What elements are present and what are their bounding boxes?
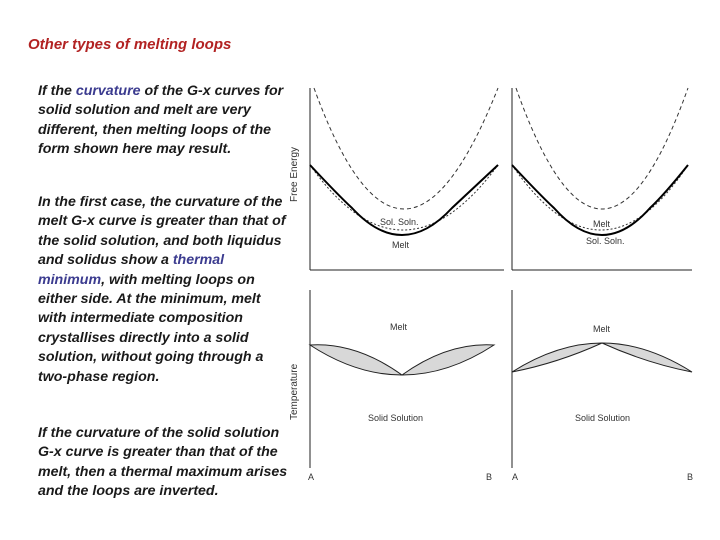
p2-text-after: , with melting loops on either side. At the minimum, melt with intermediate composition crystallises directly into a solid solution, without going through a two-phase region. — [38, 271, 264, 385]
paragraph-curvature — [38, 82, 288, 160]
solid-solution-label-left: Solid Solution — [368, 413, 424, 423]
energy-panel-right — [512, 88, 692, 270]
solid-solution-label-right: Solid Solution — [575, 413, 631, 423]
melt-label-left-phase: Melt — [390, 322, 408, 332]
sol-soln-label-left: Sol. Soln. — [380, 217, 419, 227]
melt-label-right-energy: Melt — [593, 219, 611, 229]
melting-loop-right-a — [512, 343, 602, 372]
phase-diagram — [286, 80, 706, 490]
melting-loop-left-b — [402, 345, 494, 375]
solid-energy-curve-right — [516, 88, 688, 209]
sol-soln-label-right: Sol. Soln. — [586, 236, 625, 246]
left-x-start-label: A — [308, 472, 315, 482]
free-energy-axis-label: Free Energy — [289, 146, 300, 202]
paragraph-thermal-minimum — [38, 193, 288, 387]
temperature-axis-label: Temperature — [289, 363, 300, 420]
phase-panel-left — [308, 290, 494, 482]
energy-panel-left — [310, 88, 504, 270]
melt-label-left-energy: Melt — [392, 240, 410, 250]
melt-label-right-phase: Melt — [593, 324, 611, 334]
paragraph-thermal-maximum: If the curvature of the solid solution G-x curve is greater than that of the melt, then a thermal maximum arises and the loops are inverted. — [38, 425, 288, 500]
melting-loop-right-b — [602, 343, 692, 372]
p1-text-before: If the — [38, 83, 76, 99]
p2-text-before: In the first case, the curvature of the melt G-x curve is greater than that of the solid solution, and both liquidus and solidus show a — [38, 194, 286, 269]
right-x-start-label: A — [512, 472, 519, 482]
phase-panel-right — [512, 290, 693, 482]
p1-highlight: curvature — [75, 83, 141, 99]
p1-text-after: of the G-x curves for solid solution and melt are very different, then melting loops of the form shown here may result. — [38, 83, 284, 158]
right-x-end-label: B — [687, 472, 694, 482]
melting-loop-left-a — [310, 345, 402, 375]
slide-title: Other types of melting loops — [28, 36, 232, 53]
p2-highlight: thermal minimum — [38, 252, 225, 288]
left-x-end-label: B — [486, 472, 493, 482]
